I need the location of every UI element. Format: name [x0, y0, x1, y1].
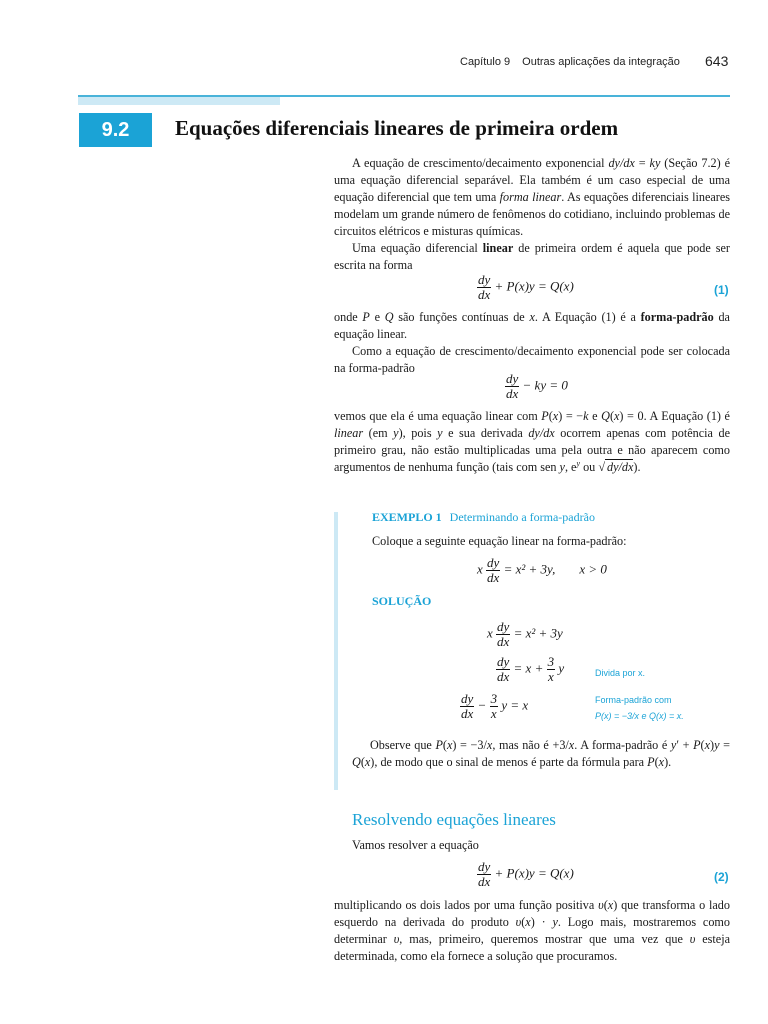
chapter-label: Capítulo 9 [460, 56, 511, 68]
subsection-paragraph [334, 897, 730, 965]
section-number-badge: 9.2 [79, 113, 152, 147]
solution-step-2: $\frac{dy}{dx}$ = x + $\frac{3}{x}$ y [497, 654, 565, 684]
paragraph-standard-form [334, 309, 730, 377]
note-divide: Divida por x. [595, 668, 646, 678]
page-number: 643 [705, 53, 729, 69]
paragraph: vemos que ela é uma equação linear com P(x) = −k e Q(x) = 0. A Equação (1) é linear (em y), pois y e sua derivada dy/dx ocorrem apenas com potência de primeiro grau, não estão multiplicadas uma pela outra e não aparecem como argumentos de nenhuma função (tais com sen y, $e^y$ ou √ dy/dx). [334, 409, 730, 474]
chapter-title: Outras aplicações da integração [522, 56, 680, 68]
section-title: Equações diferenciais lineares de primeira ordem [175, 116, 619, 140]
equation-exponential: $\frac{dy}{dx}$ − ky = 0 [506, 371, 568, 401]
paragraph: multiplicando os dois lados por uma função positiva υ(x) que transforma o lado esquerdo na derivada do produto υ(x) · y. Logo mais, mostraremos como determinar υ, mas, primeiro, queremos mostrar que uma vez que υ esteja determinada, como ela fornece a solução que procuramos. [334, 898, 730, 963]
solution-step-3: $\frac{dy}{dx}$ − $\frac{3}{x}$ y = x [461, 691, 529, 721]
paragraph: Observe que P(x) = −3/x, mas não é +3/x. A forma-padrão é y′ + P(x)y = Q(x), de modo que o sinal de menos é parte da fórmula para P(x). [352, 738, 730, 769]
paragraph: Uma equação diferencial linear de primeira ordem é aquela que pode ser escrita na forma [334, 241, 730, 272]
paragraph: Como a equação de crescimento/decaimento exponencial pode ser colocada na forma-padrão [334, 344, 730, 375]
solution-step-1: x $\frac{dy}{dx}$ = x² + 3y [487, 619, 563, 649]
paragraph-linear-explanation [334, 408, 730, 476]
solution-label: SOLUÇÃO [372, 594, 432, 608]
equation-2: $\frac{dy}{dx}$ + P(x)y = Q(x) [478, 859, 574, 889]
equation-1-number: (1) [714, 283, 729, 297]
example-heading [372, 510, 595, 525]
subsection-intro: Vamos resolver a equação [352, 838, 479, 852]
example-title: Determinando a forma-padrão [449, 510, 595, 524]
intro-paragraphs [334, 155, 730, 274]
example-observation [352, 737, 730, 771]
equation-2-number: (2) [714, 870, 729, 884]
paragraph: onde P e Q são funções contínuas de x. A Equação (1) é a forma-padrão da equação linear. [334, 310, 730, 341]
example-given-equation: x $\frac{dy}{dx}$ = x² + 3y, x > 0 [477, 555, 607, 585]
example-label: EXEMPLO 1 [372, 510, 442, 524]
paragraph: A equação de crescimento/decaimento exponencial dy/dx = ky (Seção 7.2) é uma equação diferencial separável. Ela também é um caso especial de uma equação diferencial que tem uma forma linear. As equações diferenciais lineares modelam um grande número de fenômenos do cotidiano, incluindo problemas de circuitos elétricos e misturas químicas. [334, 156, 730, 238]
header-rule [78, 95, 730, 97]
example-prompt: Coloque a seguinte equação linear na forma-padrão: [372, 534, 627, 548]
equation-1: $\frac{dy}{dx}$ + P(x)y = Q(x) [478, 272, 574, 302]
running-header [460, 56, 680, 68]
note-standard-form-detail: P(x) = −3/x e Q(x) = x. [595, 711, 684, 721]
subsection-title: Resolvendo equações lineares [352, 810, 556, 829]
example-side-bar [334, 512, 338, 790]
note-standard-form: Forma-padrão com [595, 695, 672, 705]
